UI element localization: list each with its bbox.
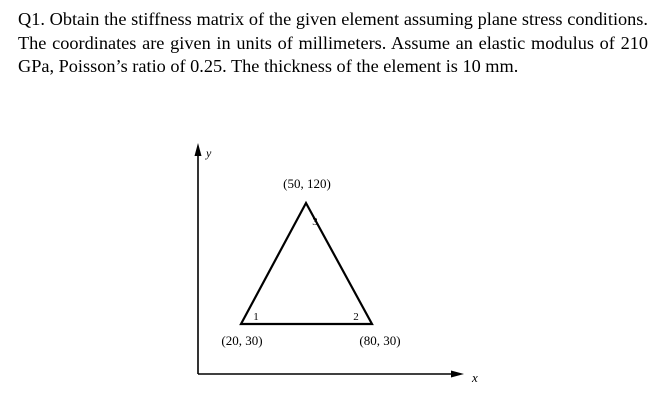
triangle-element: [241, 203, 372, 324]
node-number-1: 1: [253, 311, 259, 323]
node-2-coordinates: (80, 30): [359, 333, 401, 348]
question-text: Q1. Obtain the stiffness matrix of the given element assuming plane stress conditions. The coordinates are given in units of millimeters. Assume an elastic modulus of 210 GPa, Poisson’s ratio of 0.25. The thickness of the element is 10 mm.: [18, 9, 648, 76]
y-axis-arrow: [195, 143, 202, 156]
node-number-2: 2: [353, 311, 359, 323]
node-1-coordinates: (20, 30): [221, 333, 263, 348]
axes: [195, 143, 479, 385]
node-3-coordinates: (50, 120): [283, 176, 331, 191]
y-axis-label: y: [206, 146, 212, 160]
x-axis-label: x: [472, 370, 478, 385]
x-axis-arrow: [451, 371, 464, 378]
node-number-3: 3: [312, 216, 318, 228]
